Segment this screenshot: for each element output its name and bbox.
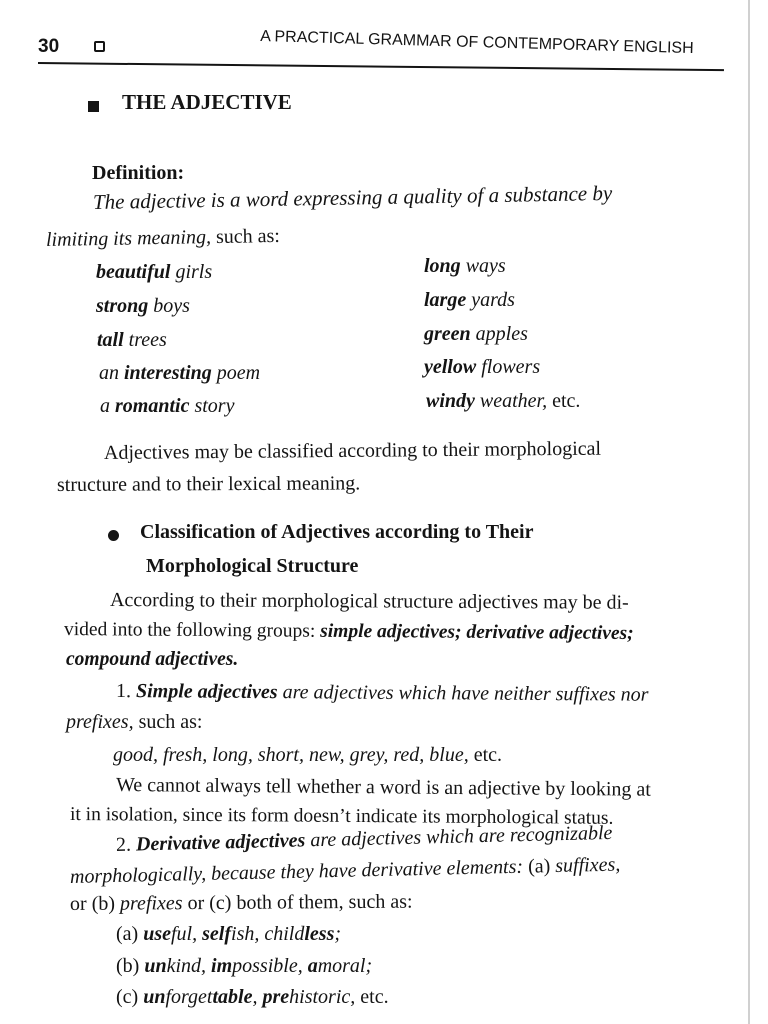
page-edge — [748, 0, 750, 1024]
isolation-line-2: it in isolation, since its form doesn’t indicate its morphological status. — [69, 804, 614, 829]
definition-text: The adjective is a word expressing a quality of a substance by — [92, 180, 613, 214]
example-fragment: moral; — [317, 955, 373, 977]
derivative-example-c — [116, 986, 389, 1009]
simple-line-2: prefixes, such as: — [66, 711, 203, 733]
example-fragment: possible, — [232, 955, 308, 977]
derivative-line-2: morphologically, because they have derivative elements: (a) suffixes, — [69, 853, 621, 888]
example-fragment: , — [252, 986, 263, 1008]
example-right-4: yellow flowers — [424, 356, 541, 378]
example-left-1: beautiful girls — [96, 261, 213, 283]
example-right-1: long ways — [424, 255, 506, 277]
round-bullet-icon — [108, 530, 119, 541]
intro-line-2: structure and to their lexical meaning. — [56, 472, 361, 496]
page-number: 30 — [38, 36, 60, 57]
example-left-4: an interesting poem — [99, 362, 261, 384]
definition-text-rest: such as: — [210, 224, 281, 249]
example-fragment: ful, — [171, 923, 203, 945]
running-title: A PRACTICAL GRAMMAR OF CONTEMPORARY ENGLISH — [260, 28, 694, 58]
example-fragment: kind, — [166, 955, 212, 977]
groups-line-2: vided into the following groups: simple adjectives; derivative adjectives; — [63, 619, 634, 644]
example-left-5: a romantic story — [100, 395, 235, 417]
chapter-title: THE ADJECTIVE — [122, 90, 292, 114]
example-left-3: tall trees — [97, 329, 167, 351]
example-fragment: a — [307, 955, 318, 977]
derivative-example-a — [116, 923, 341, 946]
example-fragment: forget — [165, 986, 213, 1008]
example-fragment: un — [144, 955, 167, 977]
derivative-line-3: or (b) prefixes or (c) both of them, such as: — [69, 890, 413, 915]
example-fragment: ; — [334, 923, 342, 945]
example-label: (c) — [116, 986, 144, 1008]
section-title-line-2: Morphological Structure — [146, 555, 359, 577]
section-title-line-1: Classification of Adjectives according to Their — [140, 521, 534, 543]
example-fragment: un — [143, 986, 166, 1008]
derivative-line-1: 2. Derivative adjectives are adjectives which are recognizable — [115, 821, 613, 856]
simple-line-1: 1. Simple adjectives are adjectives which have neither suffixes nor — [115, 680, 649, 706]
definition-line-1 — [93, 181, 613, 215]
example-right-5: windy weather, etc. — [426, 390, 581, 412]
example-fragment: pre — [262, 986, 290, 1008]
example-fragment: table — [212, 986, 253, 1008]
example-fragment: im — [211, 955, 233, 977]
example-label: (a) — [116, 923, 144, 945]
definition-line-2 — [46, 225, 280, 252]
square-bullet-icon — [88, 101, 99, 112]
running-header — [38, 22, 726, 68]
definition-text-italic: limiting its meaning, — [45, 226, 212, 251]
square-ornament-icon — [94, 41, 105, 52]
simple-examples: good, fresh, long, short, new, grey, red, blue, etc. — [113, 744, 503, 766]
example-fragment: etc. — [355, 986, 389, 1008]
isolation-line-1: We cannot always tell whether a word is an adjective by looking at — [115, 774, 651, 801]
example-fragment: self — [202, 923, 232, 945]
example-fragment: historic, — [289, 986, 356, 1008]
derivative-example-b — [116, 955, 372, 978]
example-fragment: less — [304, 923, 335, 945]
groups-line-1: According to their morphological structure adjectives may be di- — [109, 589, 629, 614]
example-left-2: strong boys — [96, 295, 190, 317]
example-label: (b) — [116, 955, 145, 977]
example-right-2: large yards — [424, 289, 515, 311]
header-rule — [38, 62, 724, 71]
intro-line-1: Adjectives may be classified according to their morphological — [103, 437, 602, 464]
definition-label: Definition: — [92, 162, 185, 184]
example-fragment: child — [264, 923, 305, 945]
example-right-3: green apples — [424, 323, 528, 345]
example-fragment: ish, — [231, 923, 265, 945]
groups-line-3: compound adjectives. — [66, 649, 239, 670]
example-fragment: use — [143, 923, 171, 945]
